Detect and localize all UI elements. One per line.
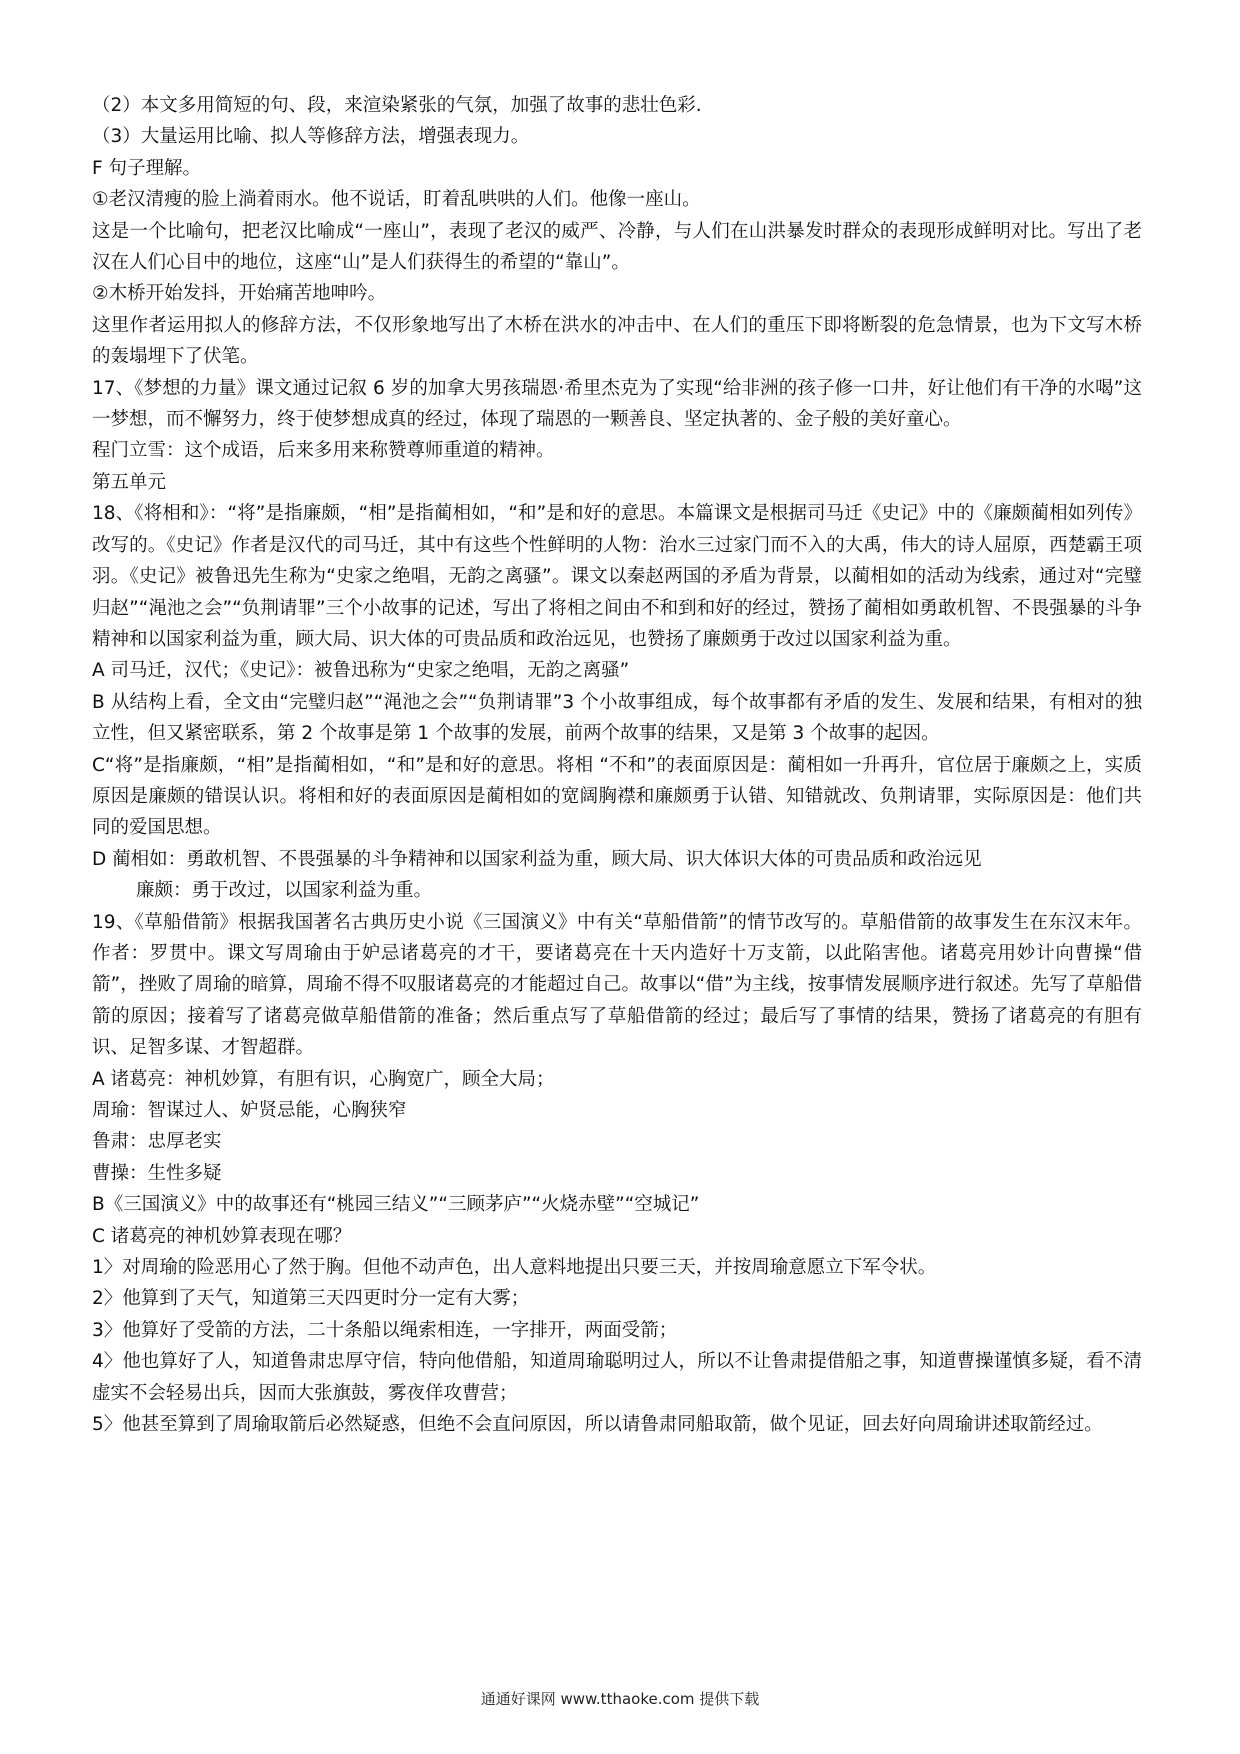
paragraph-3: （3）大量运用比喻、拟人等修辞方法，增强表现力。 (92, 126, 530, 148)
item-18: 18、《将相和》：“将”是指廉颇，“相”是指蔺相如，“和”是和好的意思。本篇课文是根据司马迁《史记》中的《廉颇蔺相如列传》改写的。《史记》作者是汉代的司马迁，其中有这些个性鲜明的人物：治水三过家门而不入的大禹，伟大的诗人屈原，西楚霸王项羽。《史记》被鲁迅先生称为“史家之绝唱，无韵之离骚”。课文以秦赵两国的矛盾为背景，以蔺相如的活动为线索，通过对“完璧归赵”“渑池之会”“负荆请罪”三个小故事的记述，写出了将相之间由不和到和好的经过，赞扬了蔺相如勇敢机智、不畏强暴的斗争精神和以国家利益为重，顾大局、识大体的可贵品质和政治远见，也赞扬了廉颇勇于改过以国家利益为重。 (92, 503, 1142, 650)
list-item-1: 1〉对周瑜的险恶用心了然于胸。但他不动声色，出人意料地提出只要三天，并按周瑜意愿立下军令状。 (92, 1257, 937, 1279)
item-19: 19、《草船借箭》根据我国著名古典历史小说《三国演义》中有关“草船借箭”的情节改写的。草船借箭的故事发生在东汉末年。作者：罗贯中。课文写周瑜由于妒忌诸葛亮的才干，要诸葛亮在十天内造好十万支箭，以此陷害他。诸葛亮用妙计向曹操“借箭”，挫败了周瑜的暗算，周瑜不得不叹服诸葛亮的才能超过自己。故事以“借”为主线，按事情发展顺序进行叙述。先写了草船借箭的原因；接着写了诸葛亮做草船借箭的准备；然后重点写了草船借箭的经过；最后写了事情的结果，赞扬了诸葛亮的有胆有识、足智多谋、才智超群。 (92, 911, 1142, 1059)
item-18-a: A 司马迁，汉代；《史记》：被鲁迅称为“史家之绝唱，无韵之离骚” (92, 660, 630, 682)
item-18-d-lianpo: 廉颇：勇于改过，以国家利益为重。 (136, 880, 433, 902)
item-18-c: C“将”是指廉颇，“相”是指蔺相如，“和”是和好的意思。将相 “不和”的表面原因是：蔺相如一升再升，官位居于廉颇之上，实质原因是廉颇的错误认识。将相和好的表面原因是蔺相如的宽阔胸襟和廉颇勇于认错、知错就改、负荆请罪，实际原因是：他们共同的爱国思想。 (92, 754, 1142, 839)
sentence-1: ①老汉清瘦的脸上淌着雨水。他不说话，盯着乱哄哄的人们。他像一座山。 (92, 189, 701, 211)
section-f-heading: F 句子理解。 (92, 157, 202, 179)
item-19-a: A 诸葛亮：神机妙算，有胆有识，心胸宽广，顾全大局； (92, 1068, 555, 1090)
item-19-b: B《三国演义》中的故事还有“桃园三结义”“三顾茅庐”“火烧赤壁”“空城记” (92, 1194, 700, 1216)
sentence-2-analysis: 这里作者运用拟人的修辞方法，不仅形象地写出了木桥在洪水的冲击中、在人们的重压下即将断裂的危急情景，也为下文写木桥的轰塌埋下了伏笔。 (92, 314, 1142, 368)
item-18-b: B 从结构上看，全文由“完璧归赵”“渑池之会”“负荆请罪”3 个小故事组成，每个故事都有矛盾的发生、发展和结果，有相对的独立性，但又紧密联系，第 2 个故事是第 1 个故事的发展，前两个故事的结果，又是第 3 个故事的起因。 (92, 691, 1142, 745)
list-item-2: 2〉他算到了天气，知道第三天四更时分一定有大雾； (92, 1288, 530, 1310)
item-17: 17、《梦想的力量》课文通过记叙 6 岁的加拿大男孩瑞恩·希里杰克为了实现“给非洲的孩子修一口井，好让他们有干净的水喝”这一梦想，而不懈努力，终于使梦想成真的经过，体现了瑞恩的一颗善良、坚定执著的、金子般的美好童心。 (92, 377, 1142, 431)
document-body (92, 90, 1142, 1440)
item-18-d: D 蔺相如：勇敢机智、不畏强暴的斗争精神和以国家利益为重，顾大局、识大体识大体的可贵品质和政治远见 (92, 848, 982, 870)
list-item-3: 3〉他算好了受箭的方法，二十条船以绳索相连，一字排开，两面受箭； (92, 1319, 678, 1341)
sentence-1-analysis: 这是一个比喻句，把老汉比喻成“一座山”，表现了老汉的威严、冷静，与人们在山洪暴发时群众的表现形成鲜明对比。写出了老汉在人们心目中的地位，这座“山”是人们获得生的希望的“靠山”。 (92, 220, 1142, 274)
page-footer: 通通好课网 www.tthaoke.com 提供下载 (480, 1690, 760, 1708)
list-item-5: 5〉他甚至算到了周瑜取箭后必然疑惑，但绝不会直问原因，所以请鲁肃同船取箭，做个见证，回去好向周瑜讲述取箭经过。 (92, 1414, 1103, 1436)
sentence-2: ②木桥开始发抖，开始痛苦地呻吟。 (92, 283, 387, 305)
item-19-caocao: 曹操：生性多疑 (92, 1162, 222, 1184)
idiom-note: 程门立雪：这个成语，后来多用来称赞尊师重道的精神。 (92, 440, 555, 462)
list-item-4: 4〉他也算好了人，知道鲁肃忠厚守信，特向他借船，知道周瑜聪明过人，所以不让鲁肃提借船之事，知道曹操谨慎多疑，看不清虚实不会轻易出兵，因而大张旗鼓，雾夜佯攻曹营； (92, 1351, 1142, 1404)
item-19-lusu: 鲁肃：忠厚老实 (92, 1131, 222, 1153)
unit-five-heading: 第五单元 (92, 471, 167, 493)
paragraph-2: （2）本文多用简短的句、段，来渲染紧张的气氛，加强了故事的悲壮色彩. (92, 95, 702, 116)
item-19-zhouyu: 周瑜：智谋过人、妒贤忌能，心胸狭窄 (92, 1100, 407, 1121)
item-19-c: C 诸葛亮的神机妙算表现在哪？ (92, 1225, 352, 1247)
